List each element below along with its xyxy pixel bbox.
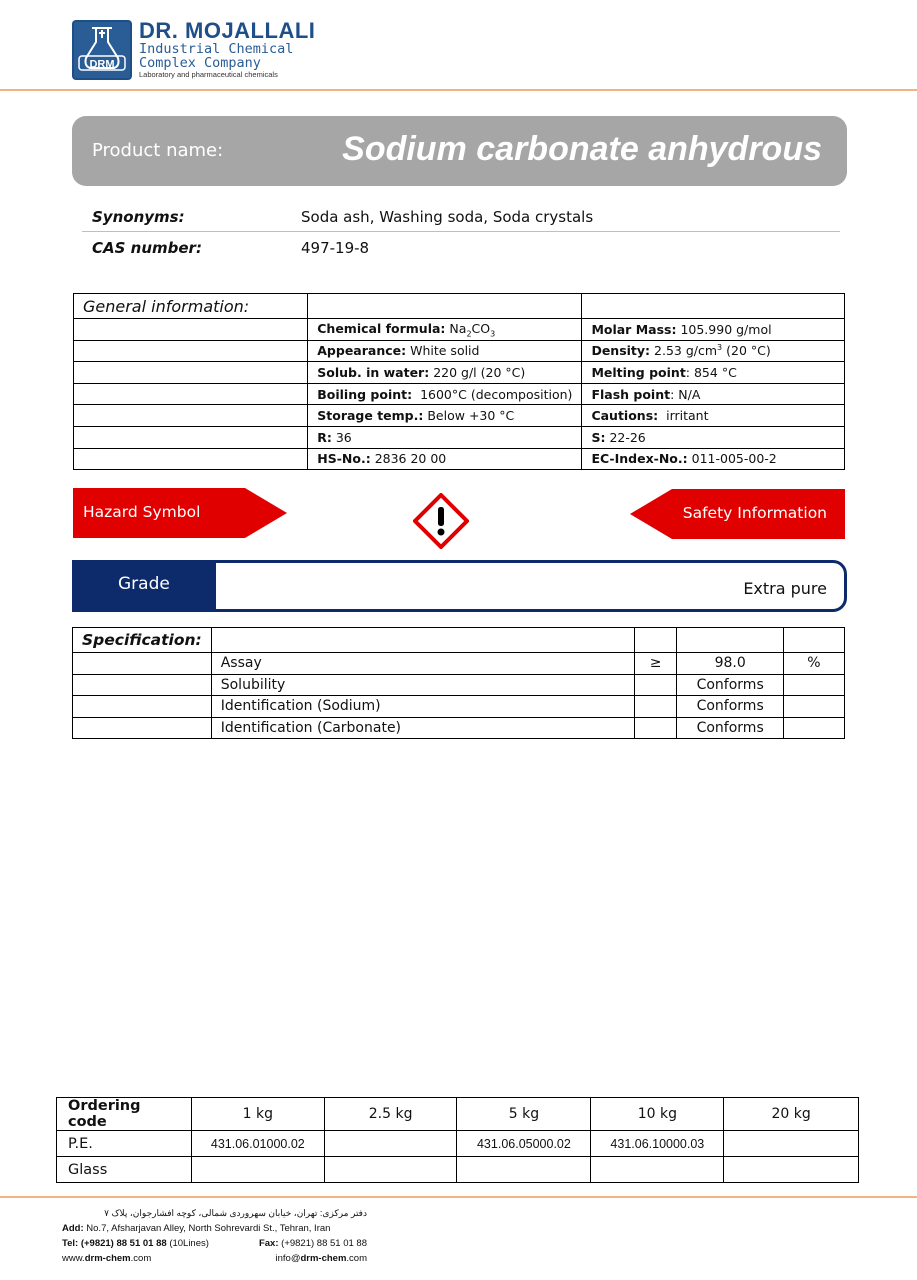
molar-mass-label: Molar Mass: (591, 321, 677, 337)
size-header: 10 kg (591, 1098, 724, 1131)
website-link[interactable] (62, 1251, 151, 1266)
storage-label: Storage temp.: (317, 408, 424, 424)
safety-information-label: Safety Information (682, 504, 827, 522)
table-row (74, 426, 845, 448)
solubility-value: 220 g/l (20 °C) (433, 364, 526, 380)
boiling-point-label: Boiling point: (317, 386, 413, 402)
table-cell (582, 294, 845, 319)
melting-point-cell (582, 362, 845, 384)
web-domain: drm-chem (84, 1253, 131, 1264)
safety-information-banner (630, 489, 845, 539)
size-header: 2.5 kg (324, 1098, 457, 1131)
table-row (73, 653, 845, 675)
table-cell (73, 674, 212, 696)
company-logo (72, 20, 132, 80)
table-row (74, 448, 845, 470)
formula-value: $Na_2CO_3$ (449, 320, 496, 339)
pack-type: P.E. (57, 1131, 192, 1157)
flash-point-cell (582, 383, 845, 405)
spec-name: Solubility (211, 674, 634, 696)
brand-name: DR. MOJALLALI (139, 18, 316, 43)
s-phrase-cell (582, 426, 845, 448)
flash-point-label: Flash point (591, 386, 671, 402)
solubility-cell (308, 362, 582, 384)
table-row (57, 1131, 859, 1157)
product-name-bar (72, 116, 847, 186)
table-cell (308, 294, 582, 319)
synonyms-row (82, 202, 840, 232)
melting-point-value: : 854 °C (685, 364, 737, 380)
cautions-cell (582, 405, 845, 427)
order-code (324, 1131, 457, 1157)
grade-bar (72, 560, 847, 612)
ordering-table (56, 1097, 859, 1183)
table-row (73, 628, 845, 653)
boiling-point-value: 1600°C (decomposition) (420, 386, 573, 402)
specification-table (72, 627, 845, 739)
storage-value: Below +30 °C (427, 408, 515, 424)
appearance-value: White solid (410, 343, 480, 359)
web-suffix: .com (130, 1253, 152, 1264)
order-code (457, 1157, 591, 1183)
web-prefix: www. (62, 1253, 85, 1264)
table-cell (73, 653, 212, 675)
footer-divider (0, 1196, 917, 1198)
web-row (62, 1251, 367, 1266)
formula-label: Chemical formula: (317, 320, 446, 336)
spec-operator (634, 674, 677, 696)
ordering-code-header: Ordering code (57, 1098, 192, 1131)
contact-row (62, 1236, 367, 1251)
grade-label: Grade (118, 574, 170, 594)
table-cell (634, 628, 677, 653)
table-header-row (57, 1098, 859, 1131)
spec-value: Conforms (677, 696, 783, 718)
table-row (57, 1157, 859, 1183)
spec-value: Conforms (677, 717, 783, 739)
spec-name: Identification (Sodium) (211, 696, 634, 718)
table-cell (74, 426, 308, 448)
size-header: 20 kg (724, 1098, 859, 1131)
spec-name: Assay (211, 653, 634, 675)
brand-line-2: Complex Company (139, 55, 261, 71)
table-cell (73, 717, 212, 739)
formula-cell (308, 319, 582, 341)
hazard-symbol-label: Hazard Symbol (83, 503, 201, 521)
brand-line-1: Industrial Chemical (139, 41, 294, 57)
cas-label: CAS number: (92, 239, 202, 257)
email-link[interactable] (276, 1251, 368, 1266)
product-name-label: Product name: (92, 140, 224, 161)
flash-point-value: : N/A (670, 386, 701, 402)
table-cell (211, 628, 634, 653)
product-name-value: Sodium carbonate anhydrous (342, 130, 822, 168)
address-persian: دفتر مرکزی: تهران، خیابان سهروردی شمالی، کوچه افشارجوان، پلاک ۷ (104, 1208, 367, 1218)
order-code: 431.06.05000.02 (457, 1131, 591, 1157)
tel-value: (+9821) 88 51 01 88 (80, 1238, 167, 1249)
spec-operator (634, 696, 677, 718)
header-divider (0, 89, 917, 91)
email-prefix: info@ (275, 1253, 301, 1264)
hs-number-cell (308, 448, 582, 470)
storage-cell (308, 405, 582, 427)
boiling-point-cell (308, 383, 582, 405)
table-cell (783, 628, 844, 653)
spec-unit (783, 674, 844, 696)
spec-operator (634, 717, 677, 739)
appearance-cell (308, 340, 582, 362)
email-suffix: .com (346, 1253, 367, 1264)
cas-row (82, 233, 840, 263)
spec-unit (783, 717, 844, 739)
page-header (0, 0, 917, 92)
synonyms-label: Synonyms: (92, 208, 185, 226)
table-cell (74, 319, 308, 341)
hazard-symbol-banner (73, 488, 288, 538)
logo-lettering: DRM (89, 58, 115, 71)
address-value: No.7, Afsharjavan Alley, North Sohrevardi St., Tehran, Iran (86, 1223, 331, 1234)
order-code (324, 1157, 457, 1183)
fax (259, 1236, 367, 1251)
table-row (74, 340, 845, 362)
tel-label: Tel: (62, 1238, 79, 1249)
order-code (724, 1131, 859, 1157)
density-value: 2.53 $g/cm^3$ (20 °C) (654, 343, 771, 359)
table-row (74, 383, 845, 405)
cautions-value: irritant (666, 408, 709, 424)
page-footer (62, 1206, 367, 1266)
r-phrase-value: 36 (335, 429, 352, 445)
grade-label-box (72, 560, 216, 612)
table-cell (74, 405, 308, 427)
ec-index-cell (582, 448, 845, 470)
spec-unit (783, 696, 844, 718)
order-code: 431.06.10000.03 (591, 1131, 724, 1157)
pack-type: Glass (57, 1157, 192, 1183)
ghs-exclamation-icon (413, 493, 469, 549)
molar-mass-value: 105.990 g/mol (680, 321, 772, 337)
size-header: 5 kg (457, 1098, 591, 1131)
order-code (191, 1157, 324, 1183)
hs-number-value: 2836 20 00 (374, 451, 447, 467)
general-info-title: General information: (74, 294, 308, 319)
spec-unit: % (783, 653, 844, 675)
table-cell (73, 696, 212, 718)
table-row (73, 717, 845, 739)
phone (62, 1236, 209, 1251)
brand-tagline: Laboratory and pharmaceutical chemicals (139, 70, 278, 79)
table-row (74, 294, 845, 319)
r-phrase-label: R: (317, 429, 332, 445)
synonyms-value: Soda ash, Washing soda, Soda crystals (301, 208, 594, 226)
appearance-label: Appearance: (317, 343, 407, 359)
fax-value: (+9821) 88 51 01 88 (281, 1238, 367, 1249)
solubility-label: Solub. in water: (317, 364, 430, 380)
order-code: 431.06.01000.02 (191, 1131, 324, 1157)
spec-value: Conforms (677, 674, 783, 696)
s-phrase-value: 22-26 (609, 429, 646, 445)
brand-block (139, 20, 315, 79)
spec-name: Identification (Carbonate) (211, 717, 634, 739)
table-cell (74, 448, 308, 470)
specification-title: Specification: (73, 628, 212, 653)
spec-value: 98.0 (677, 653, 783, 675)
size-header: 1 kg (191, 1098, 324, 1131)
table-cell (677, 628, 783, 653)
hs-number-label: HS-No.: (317, 451, 371, 467)
ec-index-value: 011-005-00-2 (691, 451, 777, 467)
table-row (74, 405, 845, 427)
r-phrase-cell (308, 426, 582, 448)
table-row (74, 319, 845, 341)
fax-label: Fax: (258, 1238, 279, 1249)
molar-mass-cell (582, 319, 845, 341)
address-english (62, 1221, 367, 1236)
cas-value: 497-19-8 (301, 239, 370, 257)
order-code (724, 1157, 859, 1183)
spec-operator: ≥ (634, 653, 677, 675)
table-cell (74, 362, 308, 384)
density-label: Density: (591, 343, 651, 359)
table-cell (74, 383, 308, 405)
density-cell (582, 340, 845, 362)
melting-point-label: Melting point (591, 364, 686, 380)
tel-note: (10Lines) (169, 1238, 209, 1249)
table-cell (74, 340, 308, 362)
table-row (74, 362, 845, 384)
address-label: Add: (62, 1223, 84, 1234)
email-domain: drm-chem (300, 1253, 347, 1264)
cautions-label: Cautions: (591, 408, 659, 424)
flask-logo-icon (74, 22, 130, 78)
s-phrase-label: S: (591, 429, 606, 445)
general-info-table (73, 293, 845, 470)
table-row (73, 696, 845, 718)
grade-value: Extra pure (743, 579, 827, 598)
order-code (591, 1157, 724, 1183)
table-row (73, 674, 845, 696)
ec-index-label: EC-Index-No.: (591, 451, 688, 467)
